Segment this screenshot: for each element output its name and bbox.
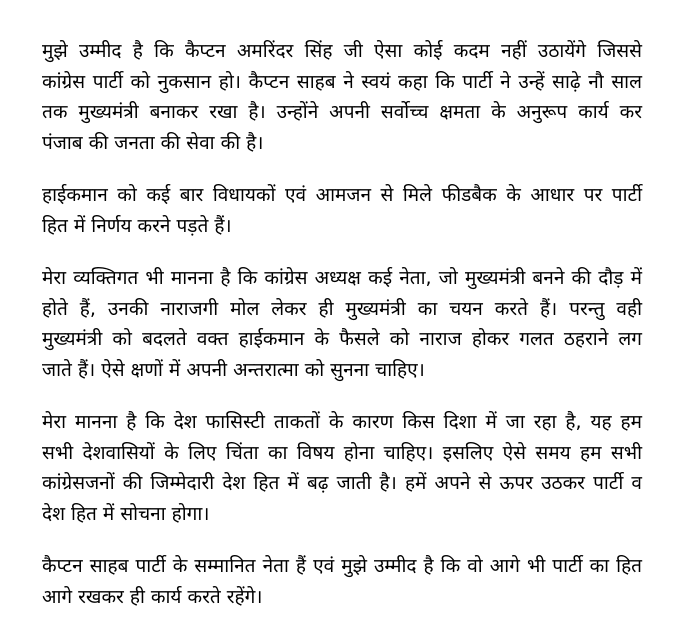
statement-document (42, 36, 642, 634)
text-line: मेरा व्यक्तिगत भी मानना है कि कांग्रेस अध्यक्ष कई नेता, जो मुख्यमंत्री बनने की दौड़ में (42, 267, 642, 289)
text-line: मुख्यमंत्री को बदलते वक्त हाईकमान के फैसले को नाराज होकर गलत ठहराने लग (42, 328, 642, 350)
text-line: सभी देशवासियों के लिए चिंता का विषय होना चाहिए। इसलिए ऐसे समय हम सभी (42, 441, 642, 464)
paragraph-1 (42, 36, 642, 158)
text-line: आगे रखकर ही कार्य करते रहेंगे। (42, 585, 263, 608)
paragraph-3 (42, 263, 642, 385)
paragraph-5 (42, 551, 642, 612)
text-line: कांग्रेस पार्टी को नुकसान हो। कैप्टन साहब ने स्वयं कहा कि पार्टी ने उन्हें साढ़े नौ साल (42, 70, 642, 93)
text-line: देश हित में सोचना होगा। (42, 502, 210, 525)
text-line: जाते हैं। ऐसे क्षणों में अपनी अन्तरात्मा को सुनना चाहिए। (42, 358, 425, 381)
paragraph-4 (42, 407, 642, 529)
text-line: पंजाब की जनता की सेवा की है। (42, 131, 264, 154)
text-line: कांग्रेसजनों की जिम्मेदारी देश हित में बढ़ जाती है। हमें अपने से ऊपर उठकर पार्टी व (42, 472, 642, 494)
text-line: तक मुख्यमंत्री बनाकर रखा है। उन्होंने अपनी सर्वोच्च क्षमता के अनुरूप कार्य कर (42, 101, 642, 123)
paragraph-2 (42, 180, 642, 241)
text-line: मुझे उम्मीद है कि कैप्टन अमरिंदर सिंह जी ऐसा कोई कदम नहीं उठायेंगे जिससे (42, 40, 642, 62)
text-line: कैप्टन साहब पार्टी के सम्मानित नेता हैं एवं मुझे उम्मीद है कि वो आगे भी पार्टी का हित (42, 555, 642, 577)
text-line: होते हैं, उनकी नाराजगी मोल लेकर ही मुख्यमंत्री का चयन करते हैं। परन्तु वही (42, 297, 642, 320)
text-line: हित में निर्णय करने पड़ते हैं। (42, 214, 232, 237)
text-line: हाईकमान को कई बार विधायकों एवं आमजन से मिले फीडबैक के आधार पर पार्टी (42, 184, 642, 206)
text-line: मेरा मानना है कि देश फासिस्टी ताकतों के कारण किस दिशा में जा रहा है, यह हम (42, 411, 642, 433)
